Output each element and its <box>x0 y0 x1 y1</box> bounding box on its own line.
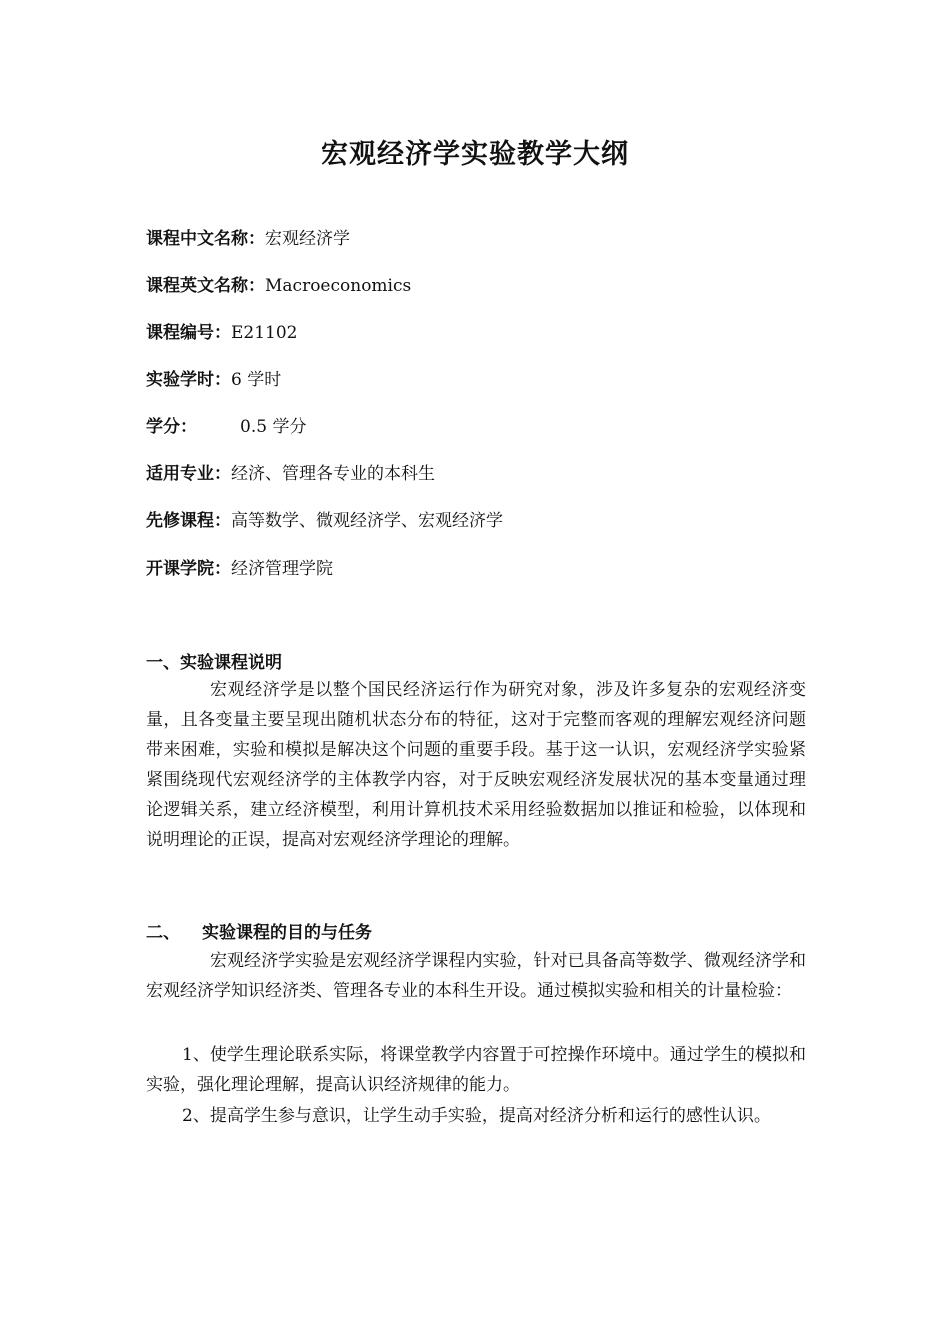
hours-label: 实验学时： <box>146 370 231 390</box>
info-row-credits <box>146 412 446 437</box>
hours-value: 6 学时 <box>231 370 282 390</box>
section2-heading-text: 实验课程的目的与任务 <box>202 923 372 943</box>
info-row-majors <box>146 459 435 484</box>
section2-item-1: 1、使学生理论联系实际，将课堂教学内容置于可控操作环境中。通过学生的模拟和实验，强化理论理解，提高认识经济规律的能力。 <box>146 1045 806 1095</box>
page-title: 宏观经济学实验教学大纲 <box>321 139 629 170</box>
section2-heading <box>146 918 372 943</box>
majors-label: 适用专业： <box>146 464 231 484</box>
prereq-value: 高等数学、微观经济学、宏观经济学 <box>231 511 503 531</box>
majors-value: 经济、管理各专业的本科生 <box>231 464 435 484</box>
credits-label: 学分： <box>146 417 197 437</box>
section2-intro: 宏观经济学实验是宏观经济学课程内实验，针对已具备高等数学、微观经济学和宏观经济学知识经济类、管理各专业的本科生开设。通过模拟实验和相关的计量检验： <box>146 951 806 1001</box>
en-name-value: Macroeconomics <box>265 276 412 296</box>
en-name-label: 课程英文名称： <box>146 276 265 296</box>
info-row-prereq <box>146 506 503 531</box>
section2-item-2: 2、提高学生参与意识，让学生动手实验，提高对经济分析和运行的感性认识。 <box>182 1106 771 1126</box>
cn-name-value: 宏观经济学 <box>265 229 350 249</box>
info-row-code <box>146 318 298 343</box>
credits-value: 0.5 学分 <box>240 417 307 437</box>
college-label: 开课学院： <box>146 559 231 579</box>
info-row-cn-name <box>146 224 350 249</box>
code-label: 课程编号： <box>146 323 231 343</box>
info-row-en-name <box>146 271 411 296</box>
section1-paragraph: 宏观经济学是以整个国民经济运行作为研究对象，涉及许多复杂的宏观经济变量，且各变量主要呈现出随机状态分布的特征，这对于完整而客观的理解宏观经济问题带来困难，实验和模拟是解决这个问题的重要手段。基于这一认识，宏观经济学实验紧紧围绕现代宏观经济学的主体教学内容，对于反映宏观经济发展状况的基本变量通过理论逻辑关系，建立经济模型，利用计算机技术采用经验数据加以推证和检验，以体现和说明理论的正误，提高对宏观经济学理论的理解。 <box>146 680 806 850</box>
info-row-college <box>146 554 333 579</box>
section1-heading: 一、实验课程说明 <box>146 653 282 673</box>
cn-name-label: 课程中文名称： <box>146 229 265 249</box>
info-row-hours <box>146 365 281 390</box>
code-value: E21102 <box>231 323 298 343</box>
college-value: 经济管理学院 <box>231 559 333 579</box>
prereq-label: 先修课程： <box>146 511 231 531</box>
section2-heading-number: 二、 <box>146 923 180 943</box>
